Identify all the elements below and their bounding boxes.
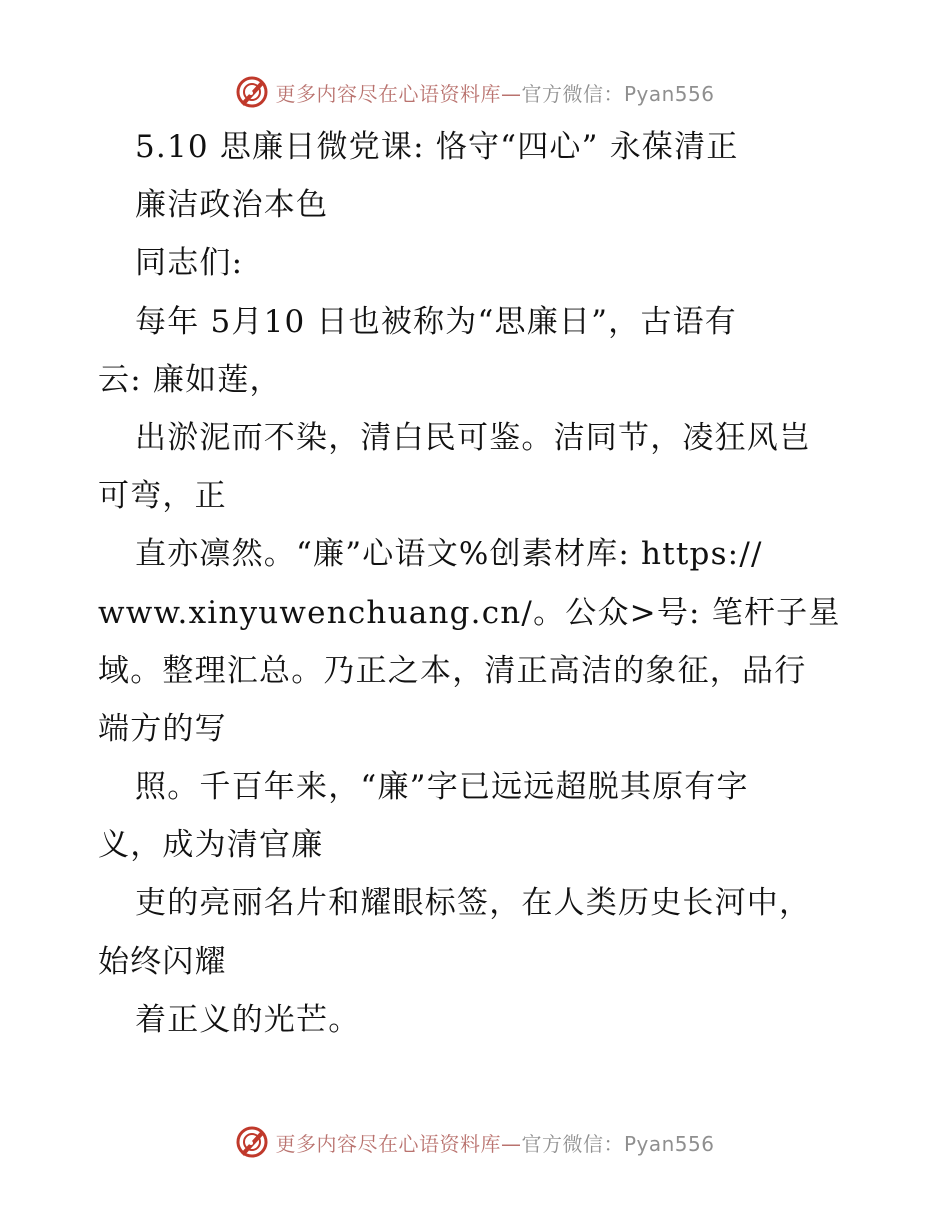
footer-banner-wechat: 官方微信：Pyan556 xyxy=(521,1131,715,1156)
document-line-2: 廉洁政治本色 xyxy=(135,187,329,224)
document-line-4: 每年 5月10 日也被称为“思廉日”，古语有 xyxy=(135,303,737,340)
footer-banner-title: 更多内容尽在心语资料库— xyxy=(275,1131,522,1156)
document-body xyxy=(98,118,858,1049)
document-line-15: 始终闪耀 xyxy=(98,943,227,980)
document-line-8: 直亦凛然。“廉”心语文%创素材库: https:// xyxy=(135,536,763,573)
document-line-1: 5.10 思廉日微党课: 恪守“四心” 永葆清正 xyxy=(135,129,739,165)
document-line-9: www.xinyuwenchuang.cn/。公众>号: 笔杆子星 xyxy=(98,594,841,631)
document-line-10: 域。整理汇总。乃正之本，清正高洁的象征，品行 xyxy=(98,652,807,689)
header-banner-title: 更多内容尽在心语资料库— xyxy=(275,81,522,106)
document-line-3: 同志们: xyxy=(135,245,244,282)
header-banner xyxy=(0,70,950,114)
pen-logo-icon xyxy=(235,1125,269,1159)
document-line-6: 出淤泥而不染，清白民可鉴。洁同节，凌狂风岂 xyxy=(135,419,812,456)
header-banner-text xyxy=(275,78,714,107)
document-line-14: 吏的亮丽名片和耀眼标签，在人类历史长河中， xyxy=(135,885,812,922)
document-line-7: 可弯，正 xyxy=(98,478,227,515)
pen-logo-icon xyxy=(235,75,269,109)
document-line-11: 端方的写 xyxy=(98,710,227,747)
document-line-5: 云: 廉如莲， xyxy=(98,361,282,398)
header-banner-wechat: 官方微信：Pyan556 xyxy=(521,81,715,106)
document-line-12: 照。千百年来，“廉”字已远远超脱其原有字 xyxy=(135,769,749,806)
document-line-16: 着正义的光芒。 xyxy=(135,1001,361,1038)
document-line-13: 义，成为清官廉 xyxy=(98,827,324,864)
footer-banner xyxy=(0,1120,950,1164)
footer-banner-text xyxy=(275,1128,714,1157)
